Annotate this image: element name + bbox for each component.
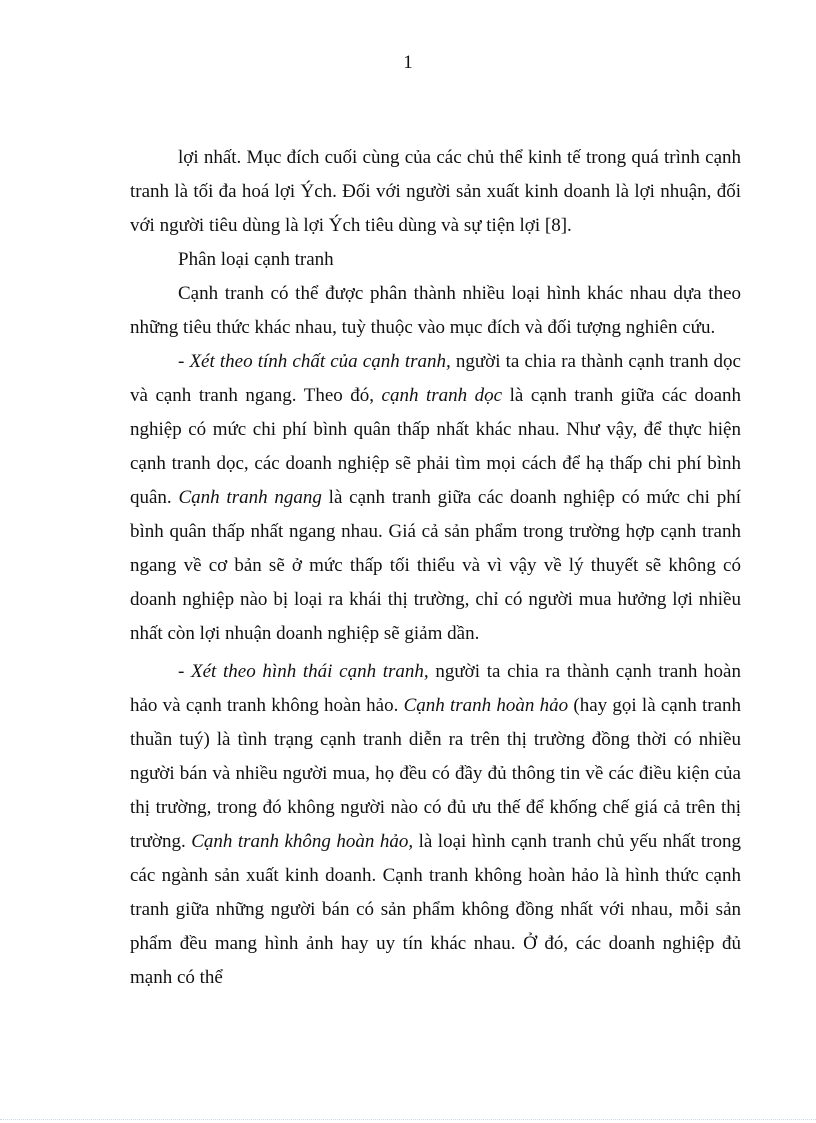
italic-term-vertical-competition: cạnh tranh dọc	[381, 385, 503, 406]
section-heading-competition-types: Phân loại cạnh tranh	[178, 249, 334, 270]
paragraph-profit-motive: lợi nhất. Mục đích cuối cùng của các chủ thể kinh tế trong quá trình cạnh tranh là tối đa hoá lợi Ých. Đối với người sản xuất kinh doanh là lợi nhuận, đối với người tiêu dùng là lợi Ých tiêu dùng và sự tiện lợi [8].	[130, 147, 741, 236]
italic-lead-by-nature: - Xét theo tính chất của cạnh tranh,	[178, 351, 451, 372]
document-body	[130, 141, 741, 995]
paragraph-classification-intro: Cạnh tranh có thể được phân thành nhiều loại hình khác nhau dựa theo những tiêu thức khác nhau, tuỳ thuộc vào mục đích và đối tượng nghiên cứu.	[130, 283, 741, 338]
text-segment: là cạnh tranh giữa các doanh nghiệp có mức chi phí bình quân thấp nhất ngang nhau. Giá cả sản phẩm trong trường hợp cạnh tranh ngang về cơ bản sẽ ở mức thấp tối thiểu và vì vậy về lý thuyết sẽ không có doanh nghiệp nào bị loại ra khái thị trường, chỉ có người mua hưởng lợi nhiều nhất còn lợi nhuận doanh nghiệp sẽ giảm dần.	[130, 487, 741, 644]
page-bottom-divider	[0, 1119, 816, 1120]
page-number: 1	[403, 52, 413, 73]
italic-lead-by-form: - Xét theo hình thái cạnh tranh,	[178, 661, 429, 682]
paragraph-by-form	[130, 655, 741, 995]
text-segment: (hay gọi là cạnh tranh thuần tuý) là tình trạng cạnh tranh diễn ra trên thị trường đồng thời có nhiều người bán và nhiều người mua, họ đều có đầy đủ thông tin về các điều kiện của thị trường, trong đó không người nào có đủ ưu thế để khống chế giá cả trên thị trường.	[130, 695, 742, 852]
text-segment: người ta chia ra thành cạnh tranh hoàn hảo và cạnh tranh không hoàn hảo.	[130, 661, 741, 716]
italic-term-imperfect-competition: Cạnh tranh không hoàn hảo,	[191, 831, 414, 852]
paragraph-by-nature	[130, 345, 741, 651]
italic-term-perfect-competition: Cạnh tranh hoàn hảo	[403, 695, 569, 716]
italic-term-horizontal-competition: Cạnh tranh ngang	[178, 487, 322, 508]
text-segment: là loại hình cạnh tranh chủ yếu nhất trong các ngành sản xuất kinh doanh. Cạnh tranh không hoàn hảo là hình thức cạnh tranh giữa những người bán có sản phẩm không đồng nhất với nhau, mỗi sản phẩm đều mang hình ảnh hay uy tín khác nhau. Ở đó, các doanh nghiệp đủ mạnh có thể	[130, 831, 742, 988]
text-segment: người ta chia ra thành cạnh tranh dọc và cạnh tranh ngang. Theo đó,	[130, 351, 741, 406]
text-segment: là cạnh tranh giữa các doanh nghiệp có mức chi phí bình quân thấp nhất khác nhau. Như vậy, để thực hiện cạnh tranh dọc, các doanh nghiệp sẽ phải tìm mọi cách để hạ thấp chi phí bình quân.	[130, 385, 742, 508]
